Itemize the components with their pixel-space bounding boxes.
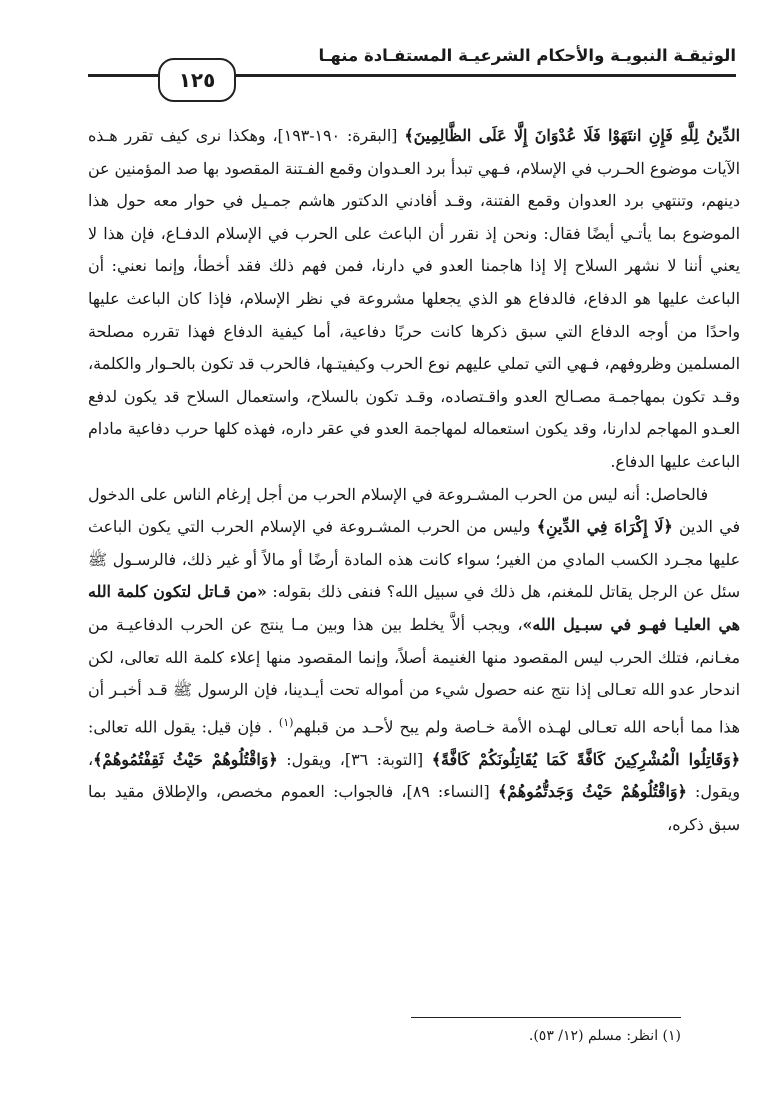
paragraph-1: [88, 120, 740, 479]
paragraph-2-text-a: فالحاصل: أنه ليس من الحرب المشـروعة في الإسلام الحرب من أجل إرغام الناس على الدخول في الدين: [88, 484, 740, 537]
quran-verse-kill-where-found: ﴿وَاقْتُلُوهُمْ حَيْثُ ثَقِفْتُمُوهُمْ﴾: [93, 749, 278, 769]
footnote: (١) انظر: مسلم (١٢/ ٥٣).: [528, 1028, 681, 1044]
running-header-title: الوثيقـة النبويـة والأحكام الشرعيـة المستفـادة منهـا: [318, 46, 736, 65]
paragraph-2-text-e: [التوبة: ٣٦]، ويقول:: [277, 749, 432, 769]
paragraph-1-text: [البقرة: ١٩٠-١٩٣]، وهكذا نرى كيف تقرر هـذه الآيات موضوع الحـرب في الإسلام، فـهي تبدأ برد العـدوان وقمع الفـتنة المقصود بها صد المؤمنين عن دينهم، وتنتهي برد العدوان وقمع الفتنة، وقـد أفادني الدكتور هاشم جمـيل في حوار معه حول هذا الموضوع بما يأتـي أيضًا فقال: ونحن إذ نقرر أن الباعث على الحرب في الإسلام الدفـاع، فإن هذا لا يعني أننا لا نشهر السلاح إلا إذا هاجمنا العدو في دارنا، فمن فهم ذلك فقد أخطأ، وإنما نعني: أن الباعث عليها هو الدفاع، فالدفاع هو الذي يجعلها مشروعة في نظر الإسلام، فإذا كان الباعث عليها واحدًا من أوجه الدفاع التي سبق ذكرها كانت حربًا دفاعية، أما كيفية الدفاع فهذا تقرره مصلحة المسلمين وظروفهم، فـهي التي تملي عليهم نوع الحرب وكيفيتـها، فالحرب قد تكون بالحـوار والكلمة، وقـد تكون بمهاجمـة مصـالح العدو واقـتصاده، وقـد تكون بالسلاح، واستعمال السلاح قد يكون لدفع العـدو المهاجم لدارنا، وقد يكون استعماله لمهاجمة العدو في عقر داره، فهذه كلها حرب دفاعية مادام الباعث عليها الدفاع.: [88, 126, 740, 471]
paragraph-2: [88, 479, 740, 842]
quran-verse-no-compulsion: ﴿لَا إِكْرَاهَ فِي الدِّينِ﴾: [536, 517, 673, 537]
paragraph-2-text-g: [النساء: ٨٩]، فالجواب: العموم مخصص، والإطلاق مقيد بما سبق ذكره،: [88, 782, 740, 834]
quran-verse-fight-all: ﴿وَقَاتِلُوا الْمُشْرِكِينَ كَافَّةً كَمَا يُقَاتِلُونَكُمْ كَافَّةً﴾: [431, 749, 740, 769]
footnote-rule: [411, 1017, 681, 1018]
paragraph-2-text-d: . فإن قيل: يقول الله تعالى:: [88, 716, 279, 736]
running-header: [88, 40, 736, 100]
body-text: [88, 120, 740, 841]
footnote-marker: (١): [278, 715, 294, 729]
quran-verse-kill-where-find: ﴿وَاقْتُلُوهُمْ حَيْثُ وَجَدتُّمُوهُمْ﴾: [497, 782, 687, 802]
hadith-quote: «من قـاتل لتكون كلمة الله هي العليـا فهـو في سبـيل الله»: [88, 582, 740, 634]
quran-verse: الدِّينُ لِلَّهِ فَإِنِ انتَهَوْا فَلَا عُدْوَانَ إِلَّا عَلَى الظَّالِمِينَ﴾: [404, 126, 740, 145]
paragraph-2-text-c: ، ويجب ألاَّ يخلط بين هذا وبين مـا ينتج عن الحرب الدفاعيـة من مغـانم، فتلك الحرب ليس المقصود منها الغنيمة أصلاً، وإنما المقصود منها إعلاء كلمة الله تعالى، لكن اندحار عدو الله تعـالى إذا نتج عنه حصول شيء من أمواله تحت أيـدينا، فإن الرسول ﷺ قـد أخبـر أن هذا مما أباحه الله تعـالى لهـذه الأمة خـاصة ولم يبح لأحـد من قبلهم: [88, 614, 740, 736]
paragraph-2-text-b: وليس من الحرب المشـروعة في الإسلام الحرب التي يكون الباعث عليها مجـرد الكسب المادي من الغير؛ سواء كانت هذه المادة أرضًا أو مالاً أو غير ذلك، فالرسـول ﷺ سئل عن الرجل يقاتل للمغنم، هل ذلك في سبيل الله؟ فنفى ذلك بقوله:: [88, 517, 740, 602]
paragraph-2-text-f: ، ويقول:: [88, 749, 740, 802]
page-number: ١٢٥: [158, 58, 236, 102]
